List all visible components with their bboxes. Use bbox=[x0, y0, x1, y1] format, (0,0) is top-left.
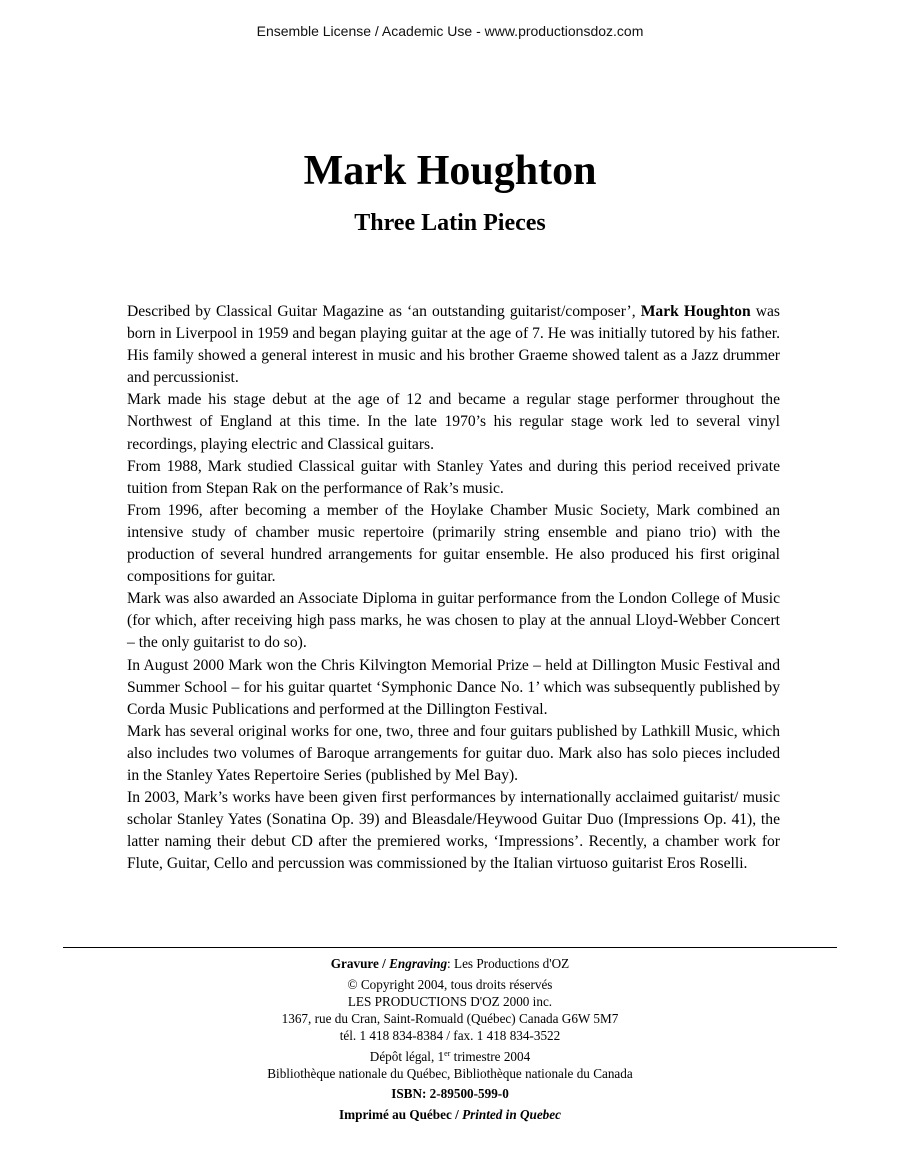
engraving-label-fr: Gravure / bbox=[330, 956, 390, 971]
phone-line: tél. 1 418 834-8384 / fax. 1 418 834-3522 bbox=[339, 1028, 561, 1043]
bio-p1-intro: Described by Classical Guitar Magazine as ‘an outstanding guitarist/composer’, bbox=[127, 303, 641, 320]
isbn-line bbox=[0, 1085, 900, 1102]
bio-paragraph-6: In August 2000 Mark won the Chris Kilvington Memorial Prize – held at Dillington Music Festival and Summer School – for his guitar quartet ‘Symphonic Dance No. 1’ which was subsequently published by Corda Music Publications and performed at the Dillington Festival. bbox=[127, 656, 780, 718]
depot-after: trimestre 2004 bbox=[450, 1049, 531, 1064]
depot-before: Dépôt légal, 1 bbox=[369, 1049, 445, 1064]
bio-paragraph-7: Mark has several original works for one, two, three and four guitars published by Lathkill Music, which also includes two volumes of Baroque arrangements for guitar duo. Mark also has solo pieces included in the Stanley Yates Repertoire Series (published by Mel Bay). bbox=[127, 722, 780, 784]
bio-paragraph-1 bbox=[127, 301, 780, 389]
printed-line bbox=[0, 1106, 900, 1123]
bio-p1-rest: was born in Liverpool in 1959 and began playing guitar at the age of 7. He was initially tutored by his father. His family showed a general interest in music and his brother Graeme showed talent as a Jazz drummer and percussionist. bbox=[127, 303, 780, 387]
legal-deposit-line bbox=[0, 1048, 900, 1065]
work-subtitle: Three Latin Pieces bbox=[354, 210, 546, 236]
isbn: ISBN: 2-89500-599-0 bbox=[391, 1086, 509, 1101]
engraving-value: : Les Productions d'OZ bbox=[447, 956, 570, 971]
bio-composer-name: Mark Houghton bbox=[640, 303, 751, 320]
license-header: Ensemble License / Academic Use - www.productionsdoz.com bbox=[256, 23, 644, 39]
engraving-label-en: Engraving bbox=[389, 956, 448, 971]
libraries-line: Bibliothèque nationale du Québec, Bibliothèque nationale du Canada bbox=[267, 1066, 633, 1081]
bio-paragraph-5: Mark was also awarded an Associate Diploma in guitar performance from the London College of Music (for which, after receiving high pass marks, he was chosen to play at the annual Lloyd-Webber Concert – the only guitarist to do so). bbox=[127, 590, 780, 652]
composer-title: Mark Houghton bbox=[303, 148, 597, 194]
company-line: LES PRODUCTIONS D'OZ 2000 inc. bbox=[347, 994, 553, 1009]
printed-en: Printed in Quebec bbox=[462, 1107, 561, 1122]
bio-paragraph-3: From 1988, Mark studied Classical guitar with Stanley Yates and during this period received private tuition from Stepan Rak on the performance of Rak’s music. bbox=[127, 457, 780, 497]
publisher-footer bbox=[0, 955, 900, 1123]
address-line: 1367, rue du Cran, Saint-Romuald (Québec) Canada G6W 5M7 bbox=[281, 1011, 619, 1026]
copyright-line: © Copyright 2004, tous droits réservés bbox=[347, 977, 553, 992]
printed-fr: Imprimé au Québec / bbox=[339, 1107, 463, 1122]
engraving-line bbox=[0, 955, 900, 972]
footer-divider bbox=[63, 947, 837, 948]
bio-paragraph-4: From 1996, after becoming a member of the Hoylake Chamber Music Society, Mark combined an intensive study of chamber music repertoire (primarily string ensemble and piano trio) with the production of several hundred arrangements for guitar ensemble. He also produced his first original compositions for guitar. bbox=[127, 501, 780, 586]
biography bbox=[127, 301, 780, 875]
depot-ordinal: er bbox=[444, 1049, 451, 1058]
bio-paragraph-2: Mark made his stage debut at the age of 12 and became a regular stage performer throughout the Northwest of England at this time. In the late 1970’s his regular stage work led to several vinyl recordings, playing electric and Classical guitars. bbox=[127, 391, 780, 453]
bio-paragraph-8: In 2003, Mark’s works have been given first performances by internationally acclaimed guitarist/ music scholar Stanley Yates (Sonatina Op. 39) and Bleasdale/Heywood Guitar Duo (Impressions Op. 41), the latter naming their debut CD after the premiered works, ‘Impressions’. Recently, a chamber work for Flute, Guitar, Cello and percussion was commissioned by the Italian virtuoso guitarist Eros Roselli. bbox=[127, 789, 780, 873]
